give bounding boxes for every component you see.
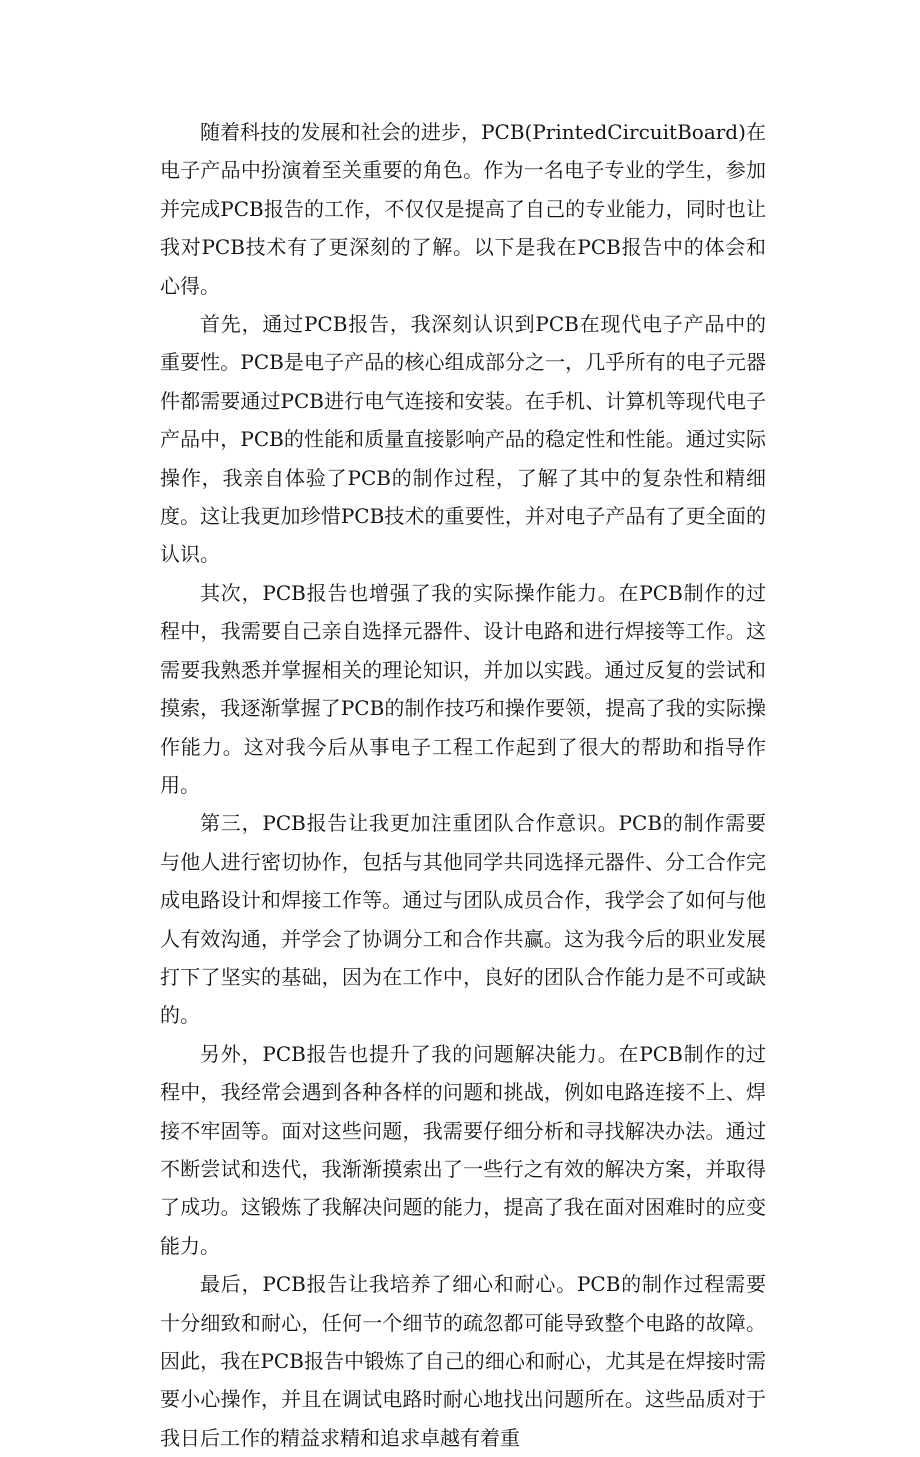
document-body [160, 113, 766, 1457]
paragraph-first: 首先，通过PCB报告，我深刻认识到PCB在现代电子产品中的重要性。PCB是电子产品的核心组成部分之一，几乎所有的电子元器件都需要通过PCB进行电气连接和安装。在手机、计算机等现代电子产品中，PCB的性能和质量直接影响产品的稳定性和性能。通过实际操作，我亲自体验了PCB的制作过程，了解了其中的复杂性和精细度。这让我更加珍惜PCB技术的重要性，并对电子产品有了更全面的认识。 [160, 312, 766, 567]
paragraph-additionally: 另外，PCB报告也提升了我的问题解决能力。在PCB制作的过程中，我经常会遇到各种各样的问题和挑战，例如电路连接不上、焊接不牢固等。面对这些问题，我需要仔细分析和寻找解决办法。通过不断尝试和迭代，我渐渐摸索出了一些行之有效的解决方案，并取得了成功。这锻炼了我解决问题的能力，提高了我在面对困难时的应变能力。 [160, 1041, 766, 1258]
paragraph-finally: 最后，PCB报告让我培养了细心和耐心。PCB的制作过程需要十分细致和耐心，任何一个细节的疏忽都可能导致整个电路的故障。因此，我在PCB报告中锻炼了自己的细心和耐心，尤其是在焊接时需要小心操作，并且在调试电路时耐心地找出问题所在。这些品质对于我日后工作的精益求精和追求卓越有着重 [160, 1272, 766, 1450]
paragraph-third: 第三，PCB报告让我更加注重团队合作意识。PCB的制作需要与他人进行密切协作，包括与其他同学共同选择元器件、分工合作完成电路设计和焊接工作等。通过与团队成员合作，我学会了如何与他人有效沟通，并学会了协调分工和合作共赢。这为我今后的职业发展打下了坚实的基础，因为在工作中，良好的团队合作能力是不可或缺的。 [160, 811, 766, 1028]
paragraph-intro: 随着科技的发展和社会的进步，PCB(PrintedCircuitBoard)在电子产品中扮演着至关重要的角色。作为一名电子专业的学生，参加并完成PCB报告的工作，不仅仅是提高了自己的专业能力，同时也让我对PCB技术有了更深刻的了解。以下是我在PCB报告中的体会和心得。 [160, 120, 766, 298]
paragraph-second: 其次，PCB报告也增强了我的实际操作能力。在PCB制作的过程中，我需要自己亲自选择元器件、设计电路和进行焊接等工作。这需要我熟悉并掌握相关的理论知识，并加以实践。通过反复的尝试和摸索，我逐渐掌握了PCB的制作技巧和操作要领，提高了我的实际操作能力。这对我今后从事电子工程工作起到了很大的帮助和指导作用。 [160, 580, 766, 797]
